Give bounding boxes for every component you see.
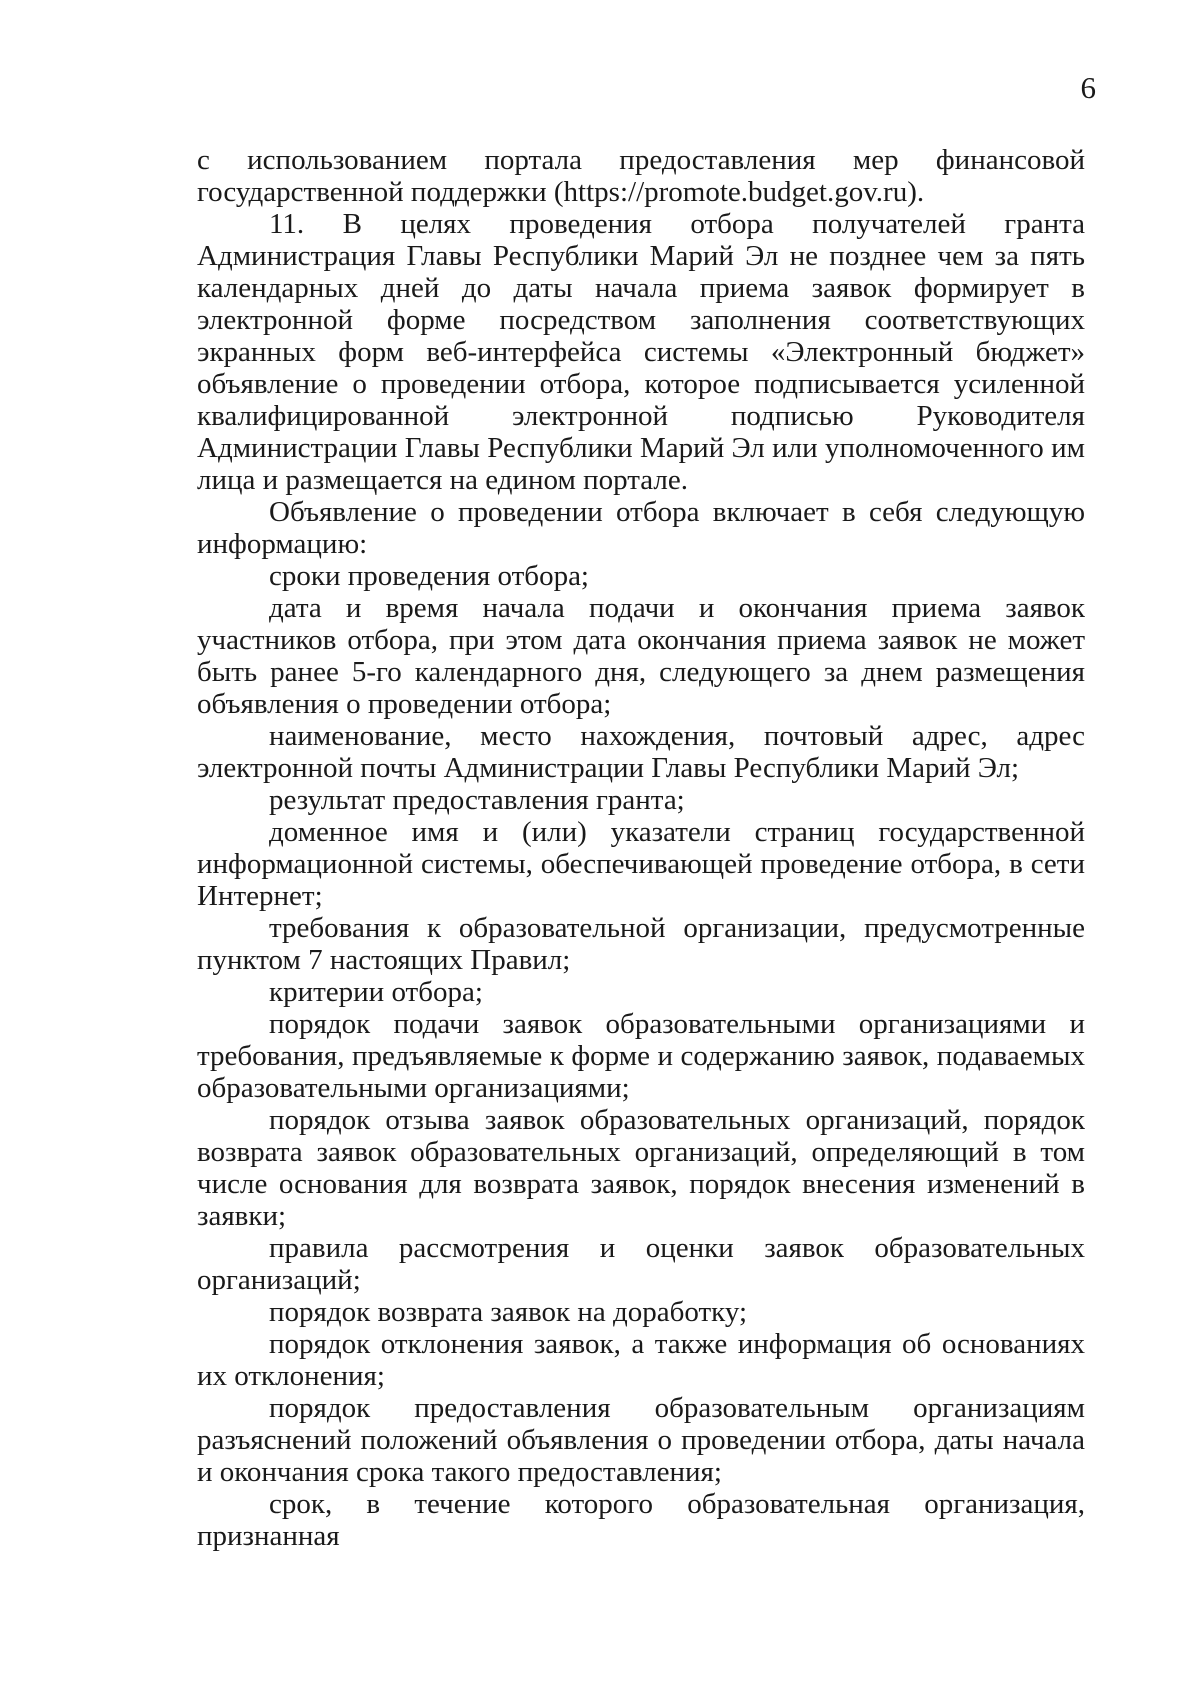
document-body bbox=[197, 144, 1085, 1552]
list-item-grant-result: результат предоставления гранта; bbox=[269, 784, 685, 816]
page-number: 6 bbox=[1080, 70, 1096, 105]
paragraph-announcement-intro: Объявление о проведении отбора включает в себя следующую информацию: bbox=[197, 496, 1085, 560]
list-item-clarification-procedure: порядок предоставления образовательным организациям разъяснений положений объявления о проведении отбора, даты начала и окончания срока такого предоставления; bbox=[197, 1392, 1085, 1488]
list-item-revision-procedure: порядок возврата заявок на доработку; bbox=[269, 1296, 748, 1328]
list-item-deadline-continued: срок, в течение которого образовательная организация, признанная bbox=[197, 1488, 1085, 1552]
list-item-withdrawal-procedure: порядок отзыва заявок образовательных организаций, порядок возврата заявок образовательных организаций, определяющий в том числе основания для возврата заявок, порядок внесения изменений в заявки; bbox=[197, 1104, 1085, 1232]
list-item-domain-name: доменное имя и (или) указатели страниц государственной информационной системы, обеспечивающей проведение отбора, в сети Интернет; bbox=[197, 816, 1085, 912]
list-item-selection-period: сроки проведения отбора; bbox=[269, 560, 589, 592]
list-item-organization-requirements: требования к образовательной организации, предусмотренные пунктом 7 настоящих Правил; bbox=[197, 912, 1085, 976]
list-item-rejection-procedure: порядок отклонения заявок, а также информация об основаниях их отклонения; bbox=[197, 1328, 1085, 1392]
list-item-review-rules: правила рассмотрения и оценки заявок образовательных организаций; bbox=[197, 1232, 1085, 1296]
list-item-contact-details: наименование, место нахождения, почтовый адрес, адрес электронной почты Администрации Главы Республики Марий Эл; bbox=[197, 720, 1085, 784]
paragraph-portal-continuation: с использованием портала предоставления мер финансовой государственной поддержки (https://promote.budget.gov.ru). bbox=[197, 144, 1085, 208]
list-item-selection-criteria: критерии отбора; bbox=[269, 976, 483, 1008]
paragraph-clause-11: 11. В целях проведения отбора получателей гранта Администрация Главы Республики Марий Эл не позднее чем за пять календарных дней до даты начала приема заявок формирует в электронной форме посредством заполнения соответствующих экранных форм веб-интерфейса системы «Электронный бюджет» объявление о проведении отбора, которое подписывается усиленной квалифицированной электронной подписью Руководителя Администрации Главы Республики Марий Эл или уполномоченного им лица и размещается на едином портале. bbox=[197, 208, 1085, 496]
list-item-submission-procedure: порядок подачи заявок образовательными организациями и требования, предъявляемые к форме и содержанию заявок, подаваемых образовательными организациями; bbox=[197, 1008, 1085, 1104]
list-item-application-dates: дата и время начала подачи и окончания приема заявок участников отбора, при этом дата окончания приема заявок не может быть ранее 5-го календарного дня, следующего за днем размещения объявления о проведении отбора; bbox=[197, 592, 1085, 720]
